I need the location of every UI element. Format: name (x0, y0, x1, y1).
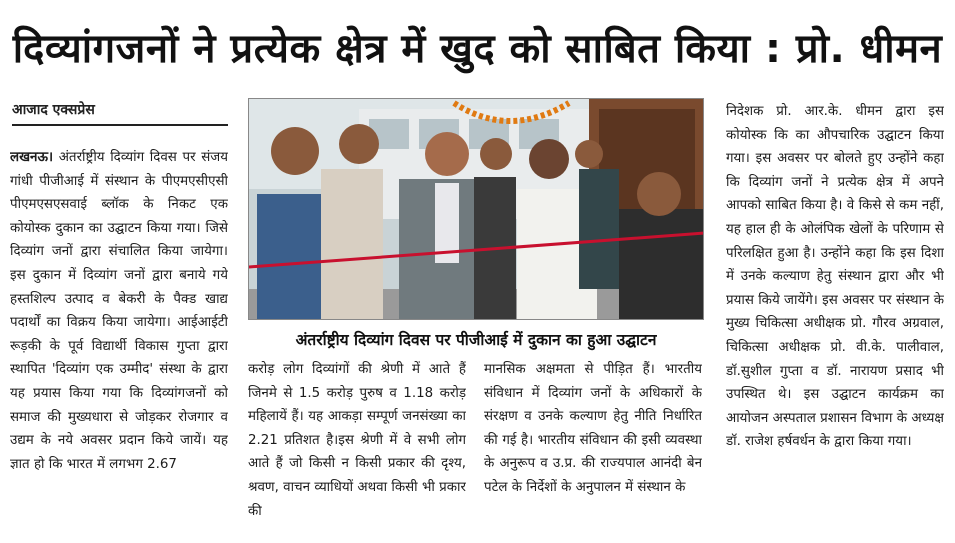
headline: दिव्यांगजनों ने प्रत्येक क्षेत्र में खुद को साबित किया : प्रो. धीमन (12, 25, 943, 72)
news-photo (248, 98, 704, 320)
article-column-3: मानसिक अक्षमता से पीड़ित हैं। भारतीय संविधान में दिव्यांग जनों के अधिकारों के संरक्षण व उनके कल्याण हेतु नीति निर्धारित की गई है। भारतीय संविधान की इसी व्यवस्था के अनुरूप व उ.प्र. की राज्यपाल आनंदी बेन पटेल के निर्देशों के अनुपालन में संस्थान के (484, 362, 702, 495)
dateline: लखनऊ। (10, 150, 54, 165)
article-column-2: करोड़ लोग दिव्यांगों की श्रेणी में आते हैं जिनमे से 1.5 करोड़ पुरुष व 1.18 करोड़ महिलायें हैं। यह आकड़ा सम्पूर्ण जनसंख्या का 2.21 प्रतिशत है।इस श्रेणी में वे सभी लोग आते हैं जो किसी न किसी प्रकार की दृश्य, श्रवण, वाचन व्याधियों अथवा किसी भी प्रकार की (248, 362, 466, 519)
article-column-1 (10, 146, 228, 541)
article-column-1-text: अंतर्राष्ट्रीय दिव्यांग दिवस पर संजय गांधी पीजीआई में संस्थान के पीएमएसीएसी पीएमएसएसवाई ब्लॉक के निकट एक कोयोस्क दुकान का उद्घाटन किया गया। जिसे दिव्यांग जनों द्वारा संचालित किया जायेगा। इस दुकान में दिव्यांग जनों द्वारा बनाये गये हस्तशिल्प उत्पाद व बेकरी के पैक्ड खाद्य पदार्थों का विक्रय किया जायेगा। आईआईटी रूड़की के पूर्व विद्यार्थी विकास गुप्ता द्वारा स्थापित 'दिव्यांग एक उम्मीद' संस्था के द्वारा यह प्रयास किया गया कि दिव्यांगजनों को समाज की मुख्यधारा से जोड़कर रोजगार व उद्यम के नये अवसर प्रदान किये जायें। यह ज्ञात हो कि भारत में लगभग 2.67 (10, 150, 228, 472)
photo-caption: अंतर्राष्ट्रीय दिव्यांग दिवस पर पीजीआई में दुकान का हुआ उद्घाटन (248, 322, 704, 356)
byline: आजाद एक्सप्रेस (12, 100, 228, 126)
ribbon-cutting-photo (249, 99, 704, 320)
article-column-4: निदेशक प्रो. आर.के. धीमन द्वारा इस कोयोस्क कि का औपचारिक उद्घाटन किया गया। इस अवसर पर बोलते हुए उन्होंने कहा कि दिव्यांग जनों ने प्रत्येक क्षेत्र में अपने आपको साबित किया है। वे किसे से कम नहीं, यह हाल ही के ओलंपिक खेलों के परिणाम से परिलक्षित हुआ है। उन्होंने कहा कि इस दिशा में उनके कल्याण हेतु संस्थान द्वारा और भी प्रयास किये जायेंगे। इस अवसर पर संस्थान के मुख्य चिकित्सा अधीक्षक प्रो. गौरव अग्रवाल, चिकित्सा अधीक्षक प्रो. वी.के. पालीवाल, डॉ.सुशील गुप्ता व डॉ. नारायण प्रसाद भी उपस्थित थे। इस उद्घाटन कार्यक्रम का आयोजन अस्पताल प्रशासन विभाग के अध्यक्ष डॉ. राजेश हर्षवर्धन के द्वारा किया गया। (726, 104, 944, 450)
